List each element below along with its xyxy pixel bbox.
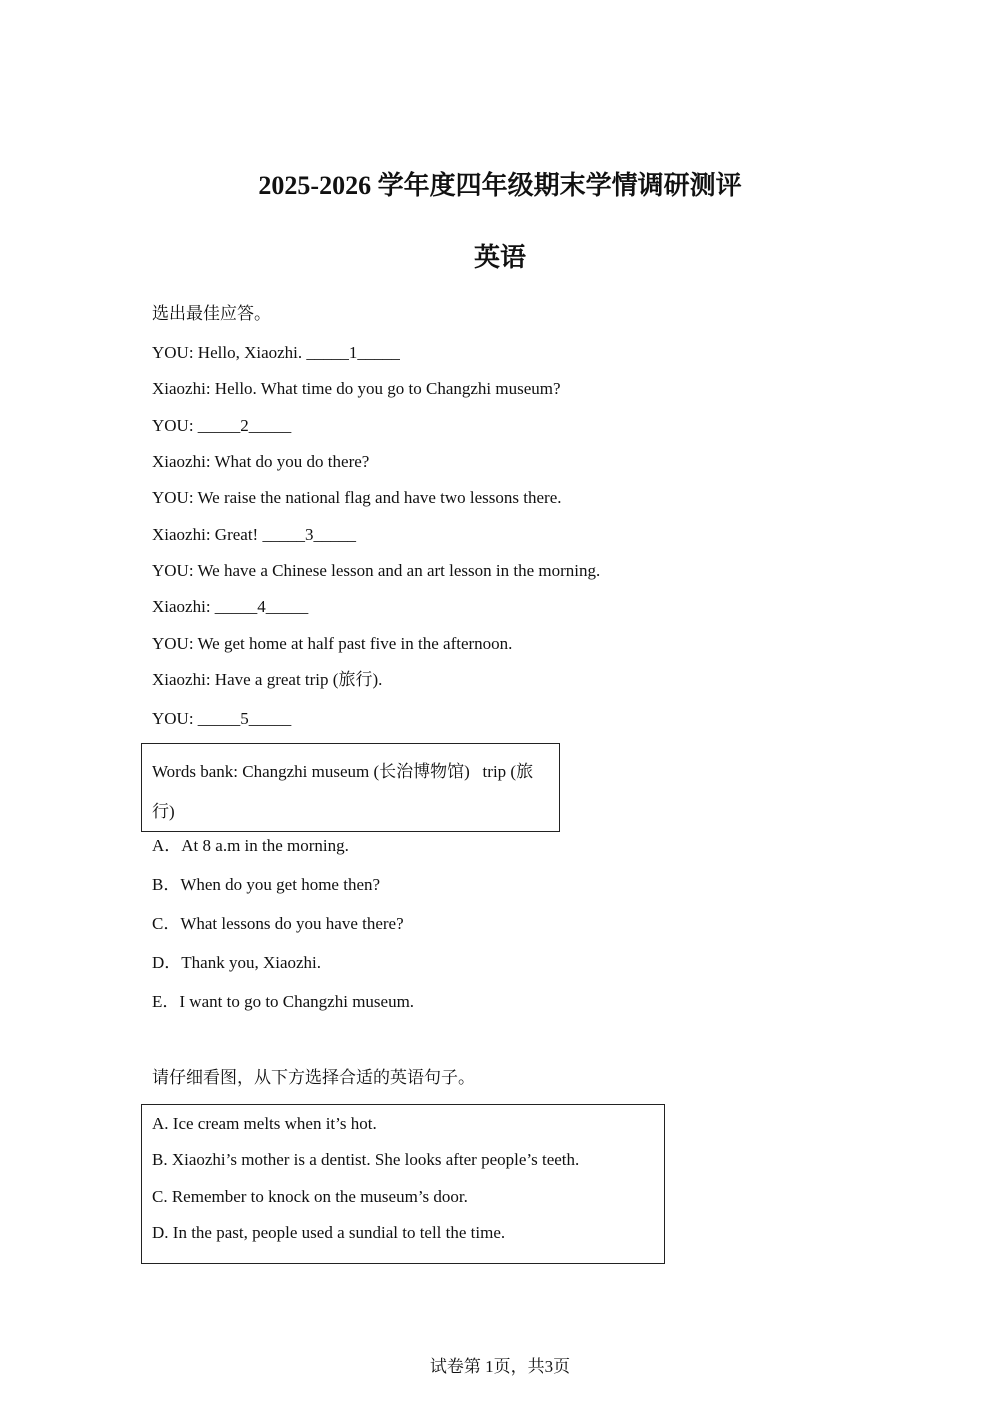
option-item: A．At 8 a.m in the morning.: [152, 836, 349, 855]
sentence-choice: D. In the past, people used a sundial to tell the time.: [152, 1223, 506, 1242]
page-number: 试卷第 1页，共3页: [429, 1357, 571, 1376]
dialogue-line: YOU: Hello, Xiaozhi. _____1_____: [152, 343, 400, 362]
dialogue-line: Xiaozhi: Have a great trip (旅行).: [152, 670, 383, 689]
sentence-choices-box: [141, 1104, 665, 1264]
option-item: C．What lessons do you have there?: [152, 914, 404, 933]
word-bank-box: [141, 743, 560, 832]
exam-subject: 英语: [473, 243, 526, 273]
section2-instruction: 请仔细看图，从下方选择合适的英语句子。: [152, 1068, 475, 1088]
dialogue-line: Xiaozhi: Hello. What time do you go to Changzhi museum?: [152, 379, 561, 398]
sentence-choice: A. Ice cream melts when it’s hot.: [152, 1114, 377, 1133]
sentence-choice: B. Xiaozhi’s mother is a dentist. She looks after people’s teeth.: [152, 1150, 580, 1169]
option-item: E．I want to go to Changzhi museum.: [152, 992, 415, 1011]
dialogue-line: Xiaozhi: What do you do there?: [152, 452, 370, 471]
dialogue-line: YOU: _____2_____: [152, 416, 292, 435]
option-item: B．When do you get home then?: [152, 875, 381, 894]
dialogue-line: Xiaozhi: _____4_____: [152, 597, 309, 616]
dialogue-line: YOU: _____5_____: [152, 709, 292, 728]
dialogue-line: Xiaozhi: Great! _____3_____: [152, 525, 356, 544]
exam-title: 2025-2026 学年度四年级期末学情调研测评: [258, 171, 742, 200]
word-bank-text: Words bank: Changzhi museum (长治博物馆) trip (旅行): [152, 762, 534, 821]
dialogue-line: YOU: We have a Chinese lesson and an art lesson in the morning.: [152, 561, 601, 580]
option-item: D．Thank you, Xiaozhi.: [152, 953, 322, 972]
section1-instruction: 选出最佳应答。: [152, 304, 271, 324]
sentence-choice: C. Remember to knock on the museum’s door.: [152, 1187, 468, 1206]
dialogue-line: YOU: We get home at half past five in the afternoon.: [152, 634, 513, 653]
dialogue-line: YOU: We raise the national flag and have two lessons there.: [152, 488, 562, 507]
